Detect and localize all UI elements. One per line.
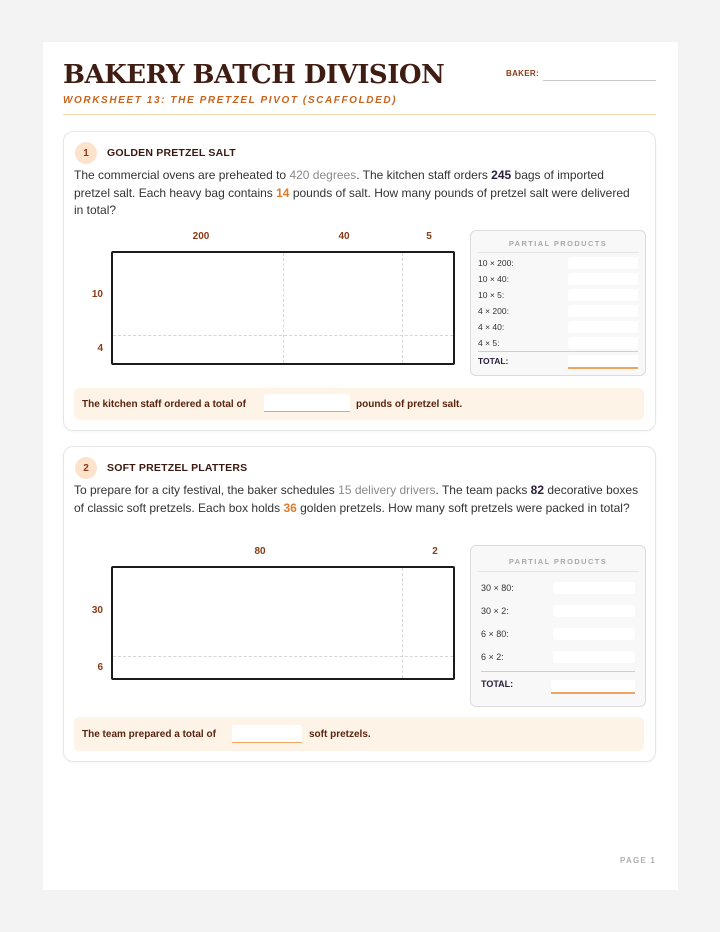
baker-label: BAKER: [506, 69, 539, 78]
page-number: PAGE 1 [620, 856, 656, 865]
partial-product-label: 4 × 5: [478, 338, 500, 348]
partial-product-input[interactable] [568, 289, 638, 301]
partial-product-input[interactable] [568, 273, 638, 285]
partial-product-label: 4 × 40: [478, 322, 505, 332]
total-input[interactable] [551, 680, 635, 694]
total-input[interactable] [568, 355, 638, 369]
partial-products-panel [470, 230, 646, 376]
factor-1: 82 [530, 483, 545, 497]
partial-product-input[interactable] [553, 628, 635, 640]
answer-sentence: The kitchen staff ordered a total of pounds of pretzel salt. [74, 388, 644, 420]
partial-product-input[interactable] [568, 321, 638, 333]
answer-input[interactable] [232, 725, 302, 743]
baker-name-field[interactable] [543, 80, 656, 81]
partial-product-input[interactable] [553, 605, 635, 617]
problem-text: To prepare for a city festival, the baker schedules 15 delivery drivers. The team packs 82 decorative boxes of classic soft pretzels. Each box holds 36 golden pretzels. How many soft pretzels were packed in total? [74, 483, 639, 515]
partial-product-label: 4 × 200: [478, 306, 509, 316]
answer-sentence: The team prepared a total of soft pretzels. [74, 717, 644, 751]
problem-title: GOLDEN PRETZEL SALT [107, 147, 236, 159]
partial-product-input[interactable] [568, 305, 638, 317]
distractor-text: 15 delivery drivers [338, 483, 436, 497]
partial-product-input[interactable] [568, 337, 638, 349]
problem-number-badge: 2 [75, 457, 97, 479]
row-label: 30 [91, 605, 103, 616]
partial-products-panel [470, 545, 646, 707]
problem-title: SOFT PRETZEL PLATTERS [107, 462, 248, 474]
partial-product-label: 6 × 80: [481, 629, 509, 639]
partial-product-label: 6 × 2: [481, 652, 504, 662]
partial-product-label: 30 × 2: [481, 606, 509, 616]
answer-input[interactable] [264, 394, 350, 412]
partial-product-label: 10 × 5: [478, 290, 505, 300]
column-label: 200 [192, 231, 210, 242]
partial-product-label: 30 × 80: [481, 583, 514, 593]
total-label: TOTAL: [481, 679, 514, 689]
factor-1: 245 [491, 168, 512, 182]
worksheet-subtitle: WORKSHEET 13: THE PRETZEL PIVOT (SCAFFOLDED) [63, 95, 398, 106]
worksheet-page [43, 42, 678, 890]
problem-text: The commercial ovens are preheated to 420 degrees. The kitchen staff orders 245 bags of imported pretzel salt. Each heavy bag contains 14 pounds of salt. How many pounds of pretzel salt were delivered in total? [74, 168, 630, 217]
factor-2: 36 [283, 500, 297, 515]
partial-product-label: 10 × 40: [478, 274, 509, 284]
row-label: 10 [91, 289, 103, 300]
page-title: BAKERY BATCH DIVISION [63, 60, 445, 90]
row-label: 4 [97, 343, 103, 354]
column-label: 2 [432, 546, 438, 557]
partial-product-label: 10 × 200: [478, 258, 514, 268]
column-label: 80 [254, 546, 266, 557]
header-divider [63, 114, 656, 115]
column-label: 40 [338, 231, 350, 242]
area-model-grid[interactable] [111, 251, 455, 365]
total-label: TOTAL: [478, 356, 509, 366]
partial-product-input[interactable] [568, 257, 638, 269]
partial-products-title: PARTIAL PRODUCTS [508, 239, 608, 248]
factor-2: 14 [276, 185, 290, 200]
area-model-grid[interactable] [111, 566, 455, 680]
distractor-text: 420 degrees [289, 168, 357, 182]
column-label: 5 [426, 231, 432, 242]
partial-products-title: PARTIAL PRODUCTS [508, 557, 608, 566]
problem-card-1 [63, 131, 656, 431]
problem-number-badge: 1 [75, 142, 97, 164]
row-label: 6 [97, 662, 103, 673]
problem-card-2 [63, 446, 656, 762]
partial-product-input[interactable] [553, 651, 635, 663]
partial-product-input[interactable] [553, 582, 635, 594]
